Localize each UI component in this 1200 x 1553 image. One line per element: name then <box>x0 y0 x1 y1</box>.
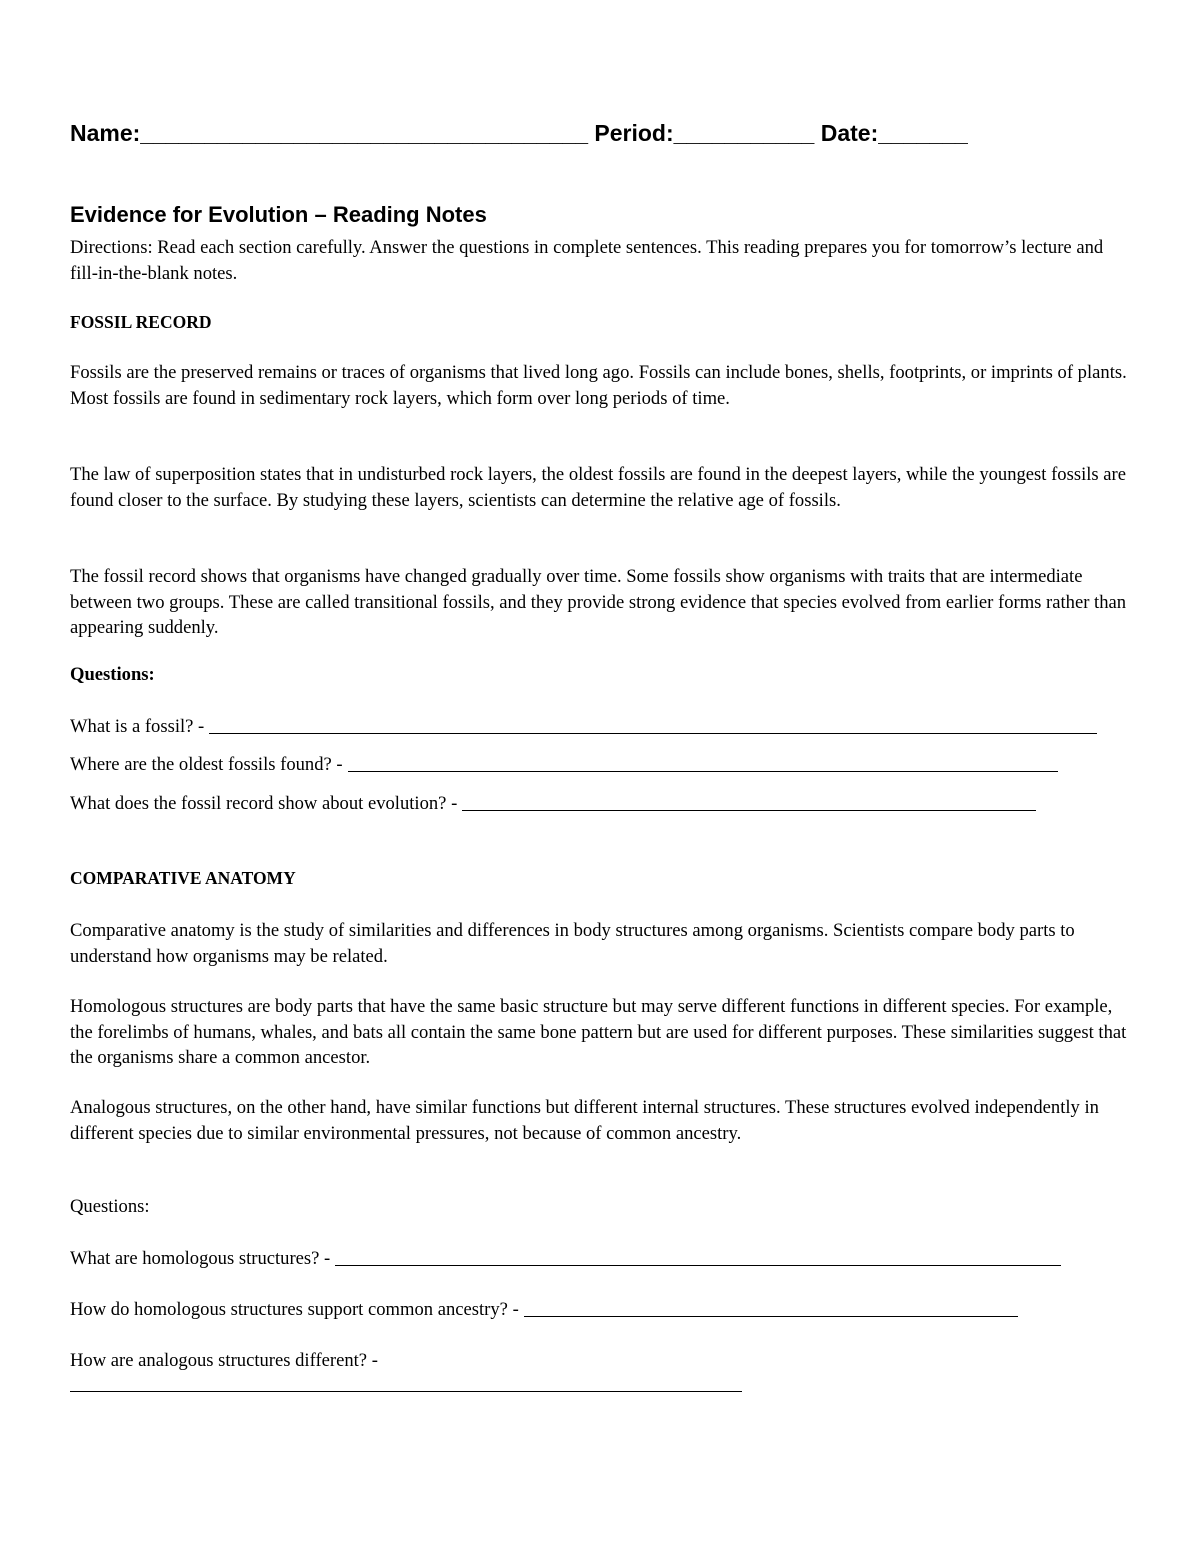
fossil-question-1 <box>70 712 1097 738</box>
directions-text: Directions: Read each section carefully. Answer the questions in complete sentences. This reading prepares you for tomorrow’s lecture and fill-in-the-blank notes. <box>70 237 1104 284</box>
answer-blank[interactable] <box>348 771 1058 772</box>
question-text: How do homologous structures support common ancestry? - <box>70 1299 519 1320</box>
answer-blank[interactable] <box>70 1391 742 1392</box>
anatomy-questions-label: Questions: <box>70 1196 150 1217</box>
question-text: What is a fossil? - <box>70 716 205 737</box>
answer-blank[interactable] <box>335 1265 1061 1266</box>
anatomy-question-3 <box>70 1346 378 1372</box>
fossil-paragraph-1: Fossils are the preserved remains or traces of organisms that lived long ago. Fossils can include bones, shells, footprints, or imprints of plants. Most fossils are found in sedimentary rock layers, which form over long periods of time. <box>70 362 1127 409</box>
answer-blank[interactable] <box>524 1316 1018 1317</box>
comparative-anatomy-heading: COMPARATIVE ANATOMY <box>70 868 296 888</box>
question-text: How are analogous structures different? - <box>70 1350 378 1371</box>
question-text: Where are the oldest fossils found? - <box>70 754 343 775</box>
anatomy-question-2 <box>70 1295 1018 1321</box>
question-text: What are homologous structures? - <box>70 1248 331 1269</box>
answer-blank[interactable] <box>209 733 1097 734</box>
anatomy-question-1 <box>70 1244 1061 1270</box>
fossil-question-2 <box>70 750 1058 776</box>
student-info-line: Name:___________________________________ Period:___________ Date:_______ <box>70 120 968 146</box>
fossil-record-heading: FOSSIL RECORD <box>70 312 212 332</box>
answer-blank[interactable] <box>462 810 1036 811</box>
fossil-paragraph-2: The law of superposition states that in undisturbed rock layers, the oldest fossils are found in the deepest layers, while the youngest fossils are found closer to the surface. By studying these layers, scientists can determine the relative age of fossils. <box>70 464 1126 511</box>
document-title: Evidence for Evolution – Reading Notes <box>70 202 487 227</box>
fossil-paragraph-3: The fossil record shows that organisms have changed gradually over time. Some fossils show organisms with traits that are intermediate between two groups. These are called transitional fossils, and they provide strong evidence that species evolved from earlier forms rather than appearing suddenly. <box>70 566 1127 638</box>
fossil-question-3 <box>70 789 1036 815</box>
anatomy-paragraph-1: Comparative anatomy is the study of similarities and differences in body structures among organisms. Scientists compare body parts to understand how organisms may be related. <box>70 920 1075 967</box>
anatomy-paragraph-3: Analogous structures, on the other hand, have similar functions but different internal structures. These structures evolved independently in different species due to similar environmental pressures, not because of common ancestry. <box>70 1097 1099 1144</box>
anatomy-paragraph-2: Homologous structures are body parts that have the same basic structure but may serve different functions in different species. For example, the forelimbs of humans, whales, and bats all contain the same bone pattern but are used for different purposes. These similarities suggest that the organisms share a common ancestor. <box>70 996 1127 1068</box>
question-text: What does the fossil record show about evolution? - <box>70 793 458 814</box>
fossil-questions-label: Questions: <box>70 664 155 685</box>
